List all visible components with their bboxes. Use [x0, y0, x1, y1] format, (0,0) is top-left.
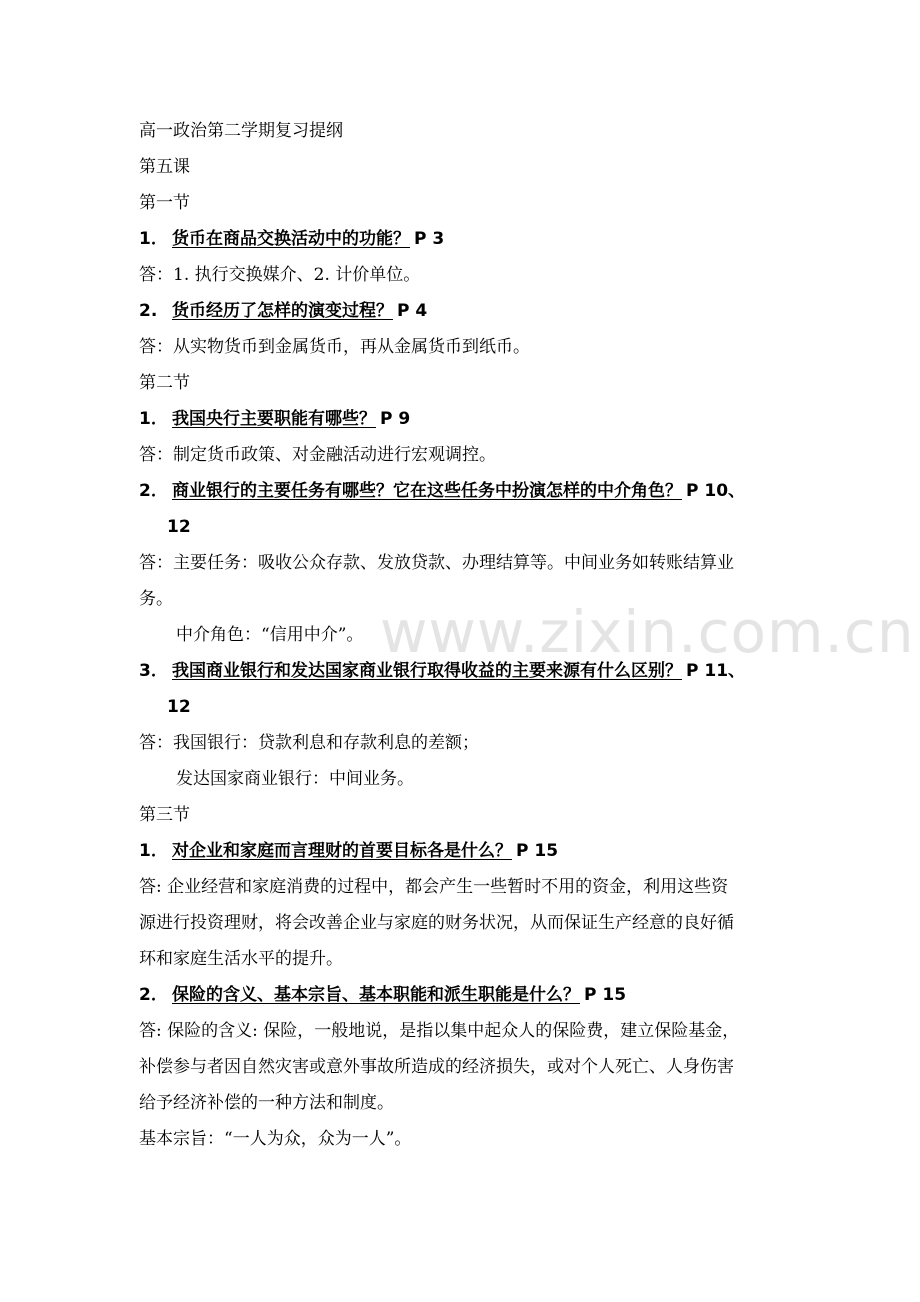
question-text: 货币在商品交换活动中的功能？	[172, 229, 410, 249]
answer: 答：1. 执行交换媒介、2. 计价单位。	[139, 265, 421, 285]
section-heading: 第二节	[139, 373, 190, 393]
page-ref-continued: 12	[167, 517, 191, 537]
page-ref-continued: 12	[167, 697, 191, 717]
question: 1． 对企业和家庭而言理财的首要目标各是什么？ P 15	[139, 841, 559, 861]
answer: 答：我国银行：贷款利息和存款利息的差额；	[139, 733, 479, 753]
lesson-heading: 第五课	[139, 157, 190, 177]
question-text: 货币经历了怎样的演变过程？	[172, 301, 393, 321]
page-ref: P 3	[414, 229, 445, 249]
question-text: 我国商业银行和发达国家商业银行取得收益的主要来源有什么区别？	[172, 661, 682, 681]
document-title: 高一政治第二学期复习提纲	[139, 121, 343, 141]
answer: 答: 企业经营和家庭消费的过程中，都会产生一些暂时不用的资金，利用这些资	[139, 877, 729, 897]
answer: 源进行投资理财，将会改善企业与家庭的财务状况，从而保证生产经意的良好循	[139, 913, 734, 933]
question: 2． 商业银行的主要任务有哪些？它在这些任务中扮演怎样的中介角色？ P 10、	[139, 481, 746, 501]
answer: 答：从实物货币到金属货币，再从金属货币到纸币。	[139, 337, 530, 357]
section-heading: 第三节	[139, 805, 190, 825]
page-ref: P 11、	[686, 661, 746, 681]
page-ref: P 4	[397, 301, 428, 321]
answer: 发达国家商业银行：中间业务。	[176, 769, 414, 789]
question-text: 我国央行主要职能有哪些？	[172, 409, 376, 429]
question: 3． 我国商业银行和发达国家商业银行取得收益的主要来源有什么区别？ P 11、	[139, 661, 746, 681]
watermark: www.zixin.com.cn	[380, 598, 915, 666]
page-ref: P 15	[516, 841, 559, 861]
answer: 答: 保险的含义: 保险，一般地说，是指以集中起众人的保险费，建立保险基金，	[139, 1021, 740, 1041]
answer: 中介角色：“信用中介”。	[176, 625, 364, 645]
page-ref: P 10、	[686, 481, 746, 501]
question: 1． 我国央行主要职能有哪些？ P 9	[139, 409, 411, 429]
question-text: 对企业和家庭而言理财的首要目标各是什么？	[172, 841, 512, 861]
question-text: 保险的含义、基本宗旨、基本职能和派生职能是什么？	[172, 985, 580, 1005]
answer: 基本宗旨：“一人为众，众为一人”。	[139, 1129, 412, 1149]
question-text: 商业银行的主要任务有哪些？它在这些任务中扮演怎样的中介角色？	[172, 481, 682, 501]
page-ref: P 15	[584, 985, 627, 1005]
question: 1． 货币在商品交换活动中的功能？ P 3	[139, 229, 445, 249]
page-ref: P 9	[380, 409, 411, 429]
question: 2. 货币经历了怎样的演变过程？ P 4	[139, 301, 428, 321]
answer: 务。	[139, 589, 173, 609]
answer: 答：主要任务：吸收公众存款、发放贷款、办理结算等。中间业务如转账结算业	[139, 553, 734, 573]
answer: 补偿参与者因自然灾害或意外事故所造成的经济损失，或对个人死亡、人身伤害	[139, 1057, 734, 1077]
section-heading: 第一节	[139, 193, 190, 213]
answer: 答：制定货币政策、对金融活动进行宏观调控。	[139, 445, 496, 465]
question: 2． 保险的含义、基本宗旨、基本职能和派生职能是什么？ P 15	[139, 985, 627, 1005]
answer: 给予经济补偿的一种方法和制度。	[139, 1093, 394, 1113]
answer: 环和家庭生活水平的提升。	[139, 949, 343, 969]
